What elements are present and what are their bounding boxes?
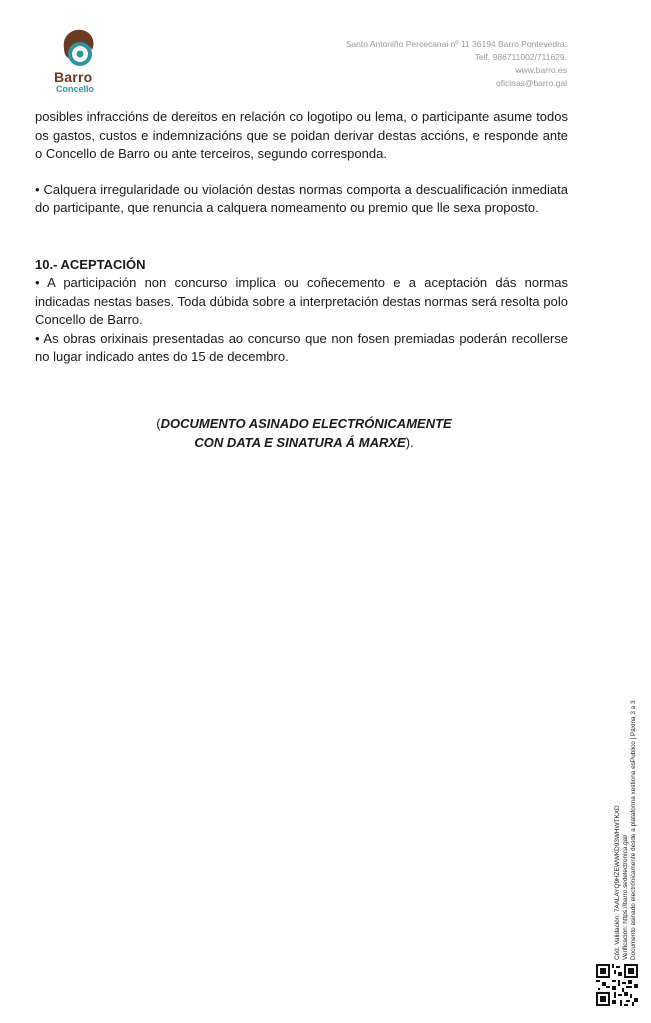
signature-close: ).	[405, 435, 414, 450]
barro-logo-icon	[56, 26, 102, 70]
paragraph: posibles infraccións de dereitos en relación co logotipo ou lema, o participante asume todos os gastos, custos e indemnizacións que se poidan derivar destas accións, e responde ante o Concello de Barro ou ante terceiros, segundo corresponda.	[35, 109, 568, 161]
qr-code-icon	[596, 964, 638, 1006]
document-body	[35, 108, 568, 367]
signed-note: Documento asinado electrónicamente desde a plataforma xestiona esPublico | Páxina 3 a 3	[630, 700, 637, 960]
paragraph: • Calquera irregularidade ou violación destas normas comporta a descualificación inmediata do participante, que renuncia a calquera nomeamento ou premio que lle sexa proposto.	[35, 181, 568, 215]
section-title: 10.- ACEPTACIÓN	[35, 256, 146, 272]
paragraph: • A participación non concurso implica ou coñecemento e a aceptación dás normas indicadas nestas bases. Toda dúbida sobre a interpretación destas normas será resolta polo Concello de Barro.	[35, 275, 568, 327]
address-line: Santo Antoniño Percecanai nº 11 36194 Barro Pontevedra.	[345, 39, 567, 49]
logo-subtitle: Concello	[56, 84, 95, 94]
website-link[interactable]: www.barro.es	[515, 65, 567, 75]
validation-code: Cód. Validación: 7AALAYQ9HZEWWKD93WHWTKXD	[614, 805, 621, 960]
phone-line: Telf. 986711002/711629.	[474, 52, 567, 62]
paragraph: • As obras orixinais presentadas ao concurso que non fosen premiadas poderán recollerse no lugar indicado antes do 15 de decembro.	[35, 330, 568, 364]
barro-logo	[50, 26, 110, 96]
email-link[interactable]: oficinas@barro.gal	[496, 78, 567, 88]
signature-line-1: DOCUMENTO ASINADO ELECTRÓNICAMENTE	[160, 416, 452, 431]
header-address	[287, 38, 567, 90]
verification-url[interactable]: Verificación: https://barro.sedelectronica.gal/	[622, 834, 629, 960]
signature-open-paren: (	[156, 416, 161, 431]
validation-stamp	[614, 650, 638, 960]
signature-note	[100, 414, 508, 452]
logo-name: Barro	[54, 69, 93, 85]
signature-line-2: CON DATA E SINATURA Á MARXE	[194, 435, 406, 450]
